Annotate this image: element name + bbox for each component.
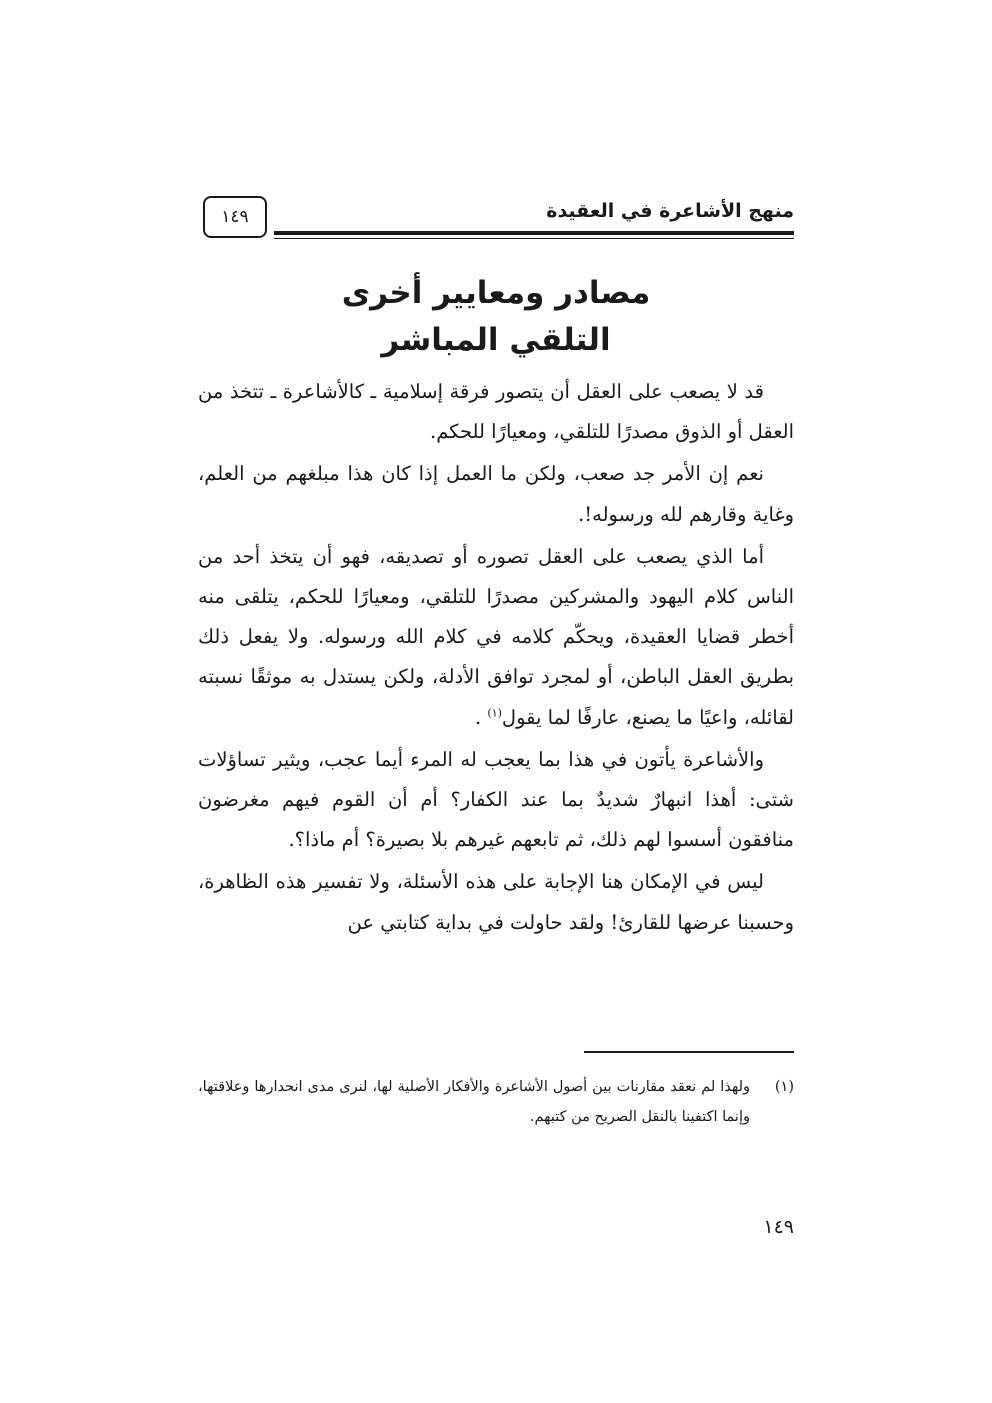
chapter-title: مصادر ومعايير أخرى [341, 275, 651, 311]
header-rule-thin [274, 238, 794, 239]
footnote-reference: (١) [487, 706, 502, 720]
paragraph-1: قد لا يصعب على العقل أن يتصور فرقة إسلامية ـ كالأشاعرة ـ تتخذ من العقل أو الذوق مصدرًا للتلقي، ومعيارًا للحكم. [198, 380, 794, 444]
paragraph-2: نعم إن الأمر جد صعب، ولكن ما العمل إذا كان هذا مبلغهم من العلم، وغاية وقارهم لله ورسوله!. [198, 462, 794, 526]
paragraph-3 [198, 537, 794, 738]
footnote-text: ولهذا لم نعقد مقارنات بين أصول الأشاعرة والأفكار الأصلية لها، لنرى مدى انحدارها وعلاقتها، وإنما اكتفينا بالنقل الصريح من كتبهم. [198, 1079, 750, 1125]
running-title: منهج الأشاعرة في العقيدة [546, 200, 794, 222]
page-number-box [203, 196, 267, 238]
footnote-marker: (١) [774, 1079, 794, 1095]
body-text [198, 372, 794, 945]
footer-page-number: ١٤٩ [763, 1216, 794, 1238]
paragraph-5: ليس في الإمكان هنا الإجابة على هذه الأسئلة، ولا تفسير هذه الظاهرة، وحسبنا عرضها للقارئ! ولقد حاولت في بداية كتابتي عن [198, 870, 794, 934]
paragraph-3-text: أما الذي يصعب على العقل تصوره أو تصديقه، فهو أن يتخذ أحد من الناس كلام اليهود والمشركين مصدرًا للتلقي، ومعيارًا للحكم، يتلقى منه أخطر قضايا العقيدة، ويحكّم كلامه في كلام الله ورسوله. ولا يفعل ذلك بطريق العقل الباطن، أو لمجرد توافق الأدلة، ولكن يستدل به موثقًا نسبته لقائله، واعيًا ما يصنع، عارفًا لما يقول [198, 544, 794, 729]
footnote [198, 1072, 794, 1132]
header-rule-thick [274, 231, 794, 235]
paragraph-4: والأشاعرة يأتون في هذا بما يعجب له المرء أيما عجب، ويثير تساؤلات شتى: أهذا انبهارٌ شديدٌ بما عند الكفار؟ أم أن القوم فيهم مغرضون منافقون أسسوا لهم ذلك، ثم تابعهم غيرهم بلا بصيرة؟ أم ماذا؟. [198, 747, 794, 852]
header-page-number: ١٤٩ [221, 207, 249, 227]
footnote-separator [584, 1051, 794, 1053]
paragraph-3-end: . [474, 705, 482, 729]
section-title: التلقي المباشر [381, 322, 611, 358]
